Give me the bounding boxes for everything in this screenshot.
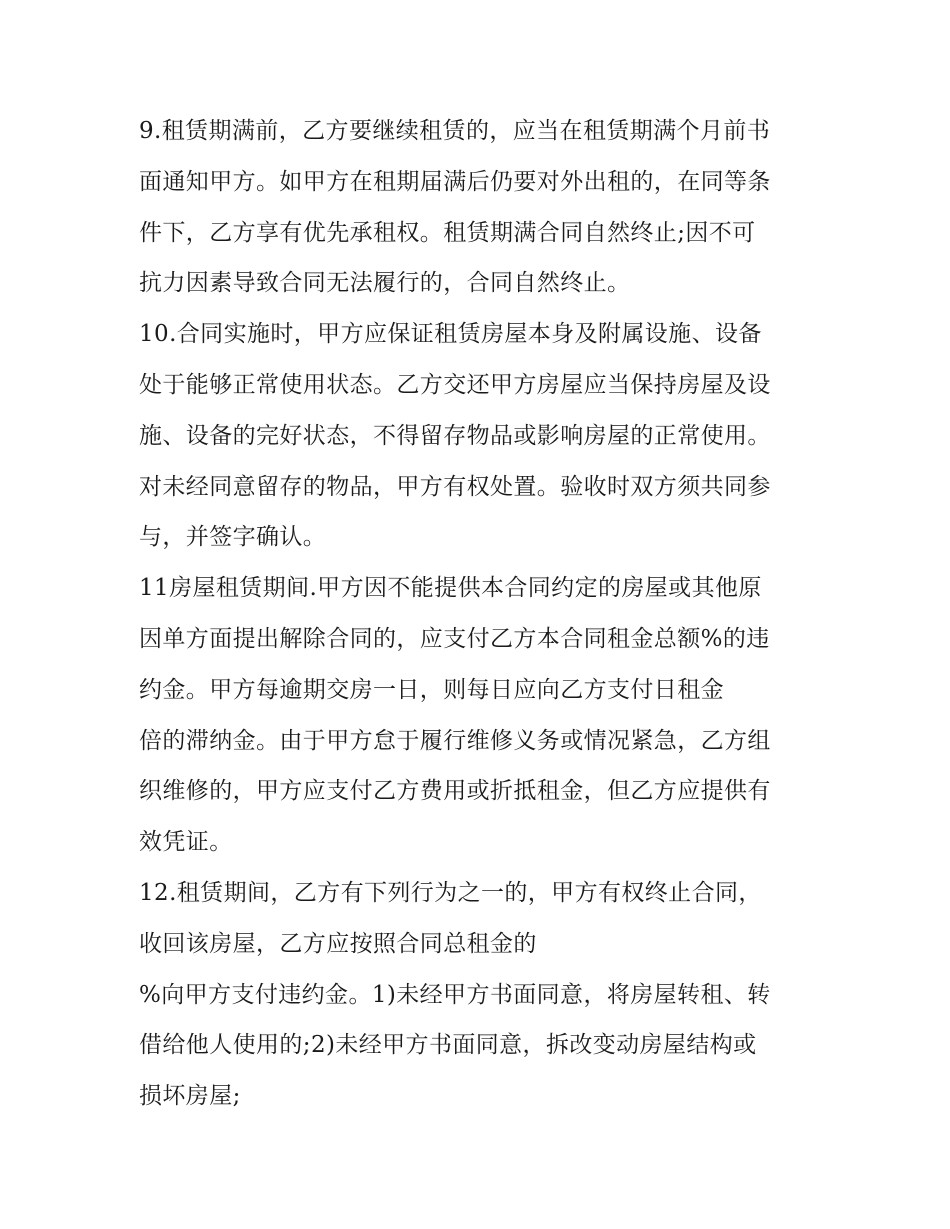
text-line: 施、设备的完好状态，不得留存物品或影响房屋的正常使用。: [139, 422, 771, 449]
text-line: %向甲方支付违约金。1)未经甲方书面同意，将房屋转租、转: [139, 981, 771, 1008]
text-line: 10.合同实施时，甲方应保证租赁房屋本身及附属设施、设备: [139, 321, 762, 348]
text-line: 借给他人使用的;2)未经甲方书面同意，拆改变动房屋结构或: [139, 1032, 757, 1059]
text-line: 倍的滞纳金。由于甲方怠于履行维修义务或情况紧急，乙方组: [139, 727, 771, 754]
text-line: 抗力因素导致合同无法履行的，合同自然终止。: [139, 270, 631, 297]
text-line: 件下，乙方享有优先承租权。租赁期满合同自然终止;因不可: [139, 219, 756, 246]
text-line: 对未经同意留存的物品，甲方有权处置。验收时双方须共同参: [139, 473, 771, 500]
text-line: 与，并签字确认。: [139, 524, 327, 551]
text-line: 11房屋租赁期间.甲方因不能提供本合同约定的房屋或其他原: [139, 575, 762, 602]
text-line: 因单方面提出解除合同的，应支付乙方本合同租金总额%的违: [139, 625, 770, 652]
document-body: [139, 106, 829, 1122]
text-line: 效凭证。: [139, 829, 233, 856]
text-line: 约金。甲方每逾期交房一日，则每日应向乙方支付日租金: [139, 676, 724, 703]
text-line: 12.租赁期间，乙方有下列行为之一的，甲方有权终止合同，: [139, 879, 762, 906]
text-line: 处于能够正常使用状态。乙方交还甲方房屋应当保持房屋及设: [139, 371, 771, 398]
text-line: 收回该房屋，乙方应按照合同总租金的: [139, 930, 537, 957]
text-line: 9.租赁期满前，乙方要继续租赁的，应当在租赁期满个月前书: [139, 118, 771, 144]
text-line: 织维修的，甲方应支付乙方费用或折抵租金，但乙方应提供有: [139, 778, 771, 805]
text-line: 面通知甲方。如甲方在租期届满后仍要对外出租的，在同等条: [139, 168, 771, 195]
text-line: 损坏房屋;: [139, 1083, 241, 1110]
